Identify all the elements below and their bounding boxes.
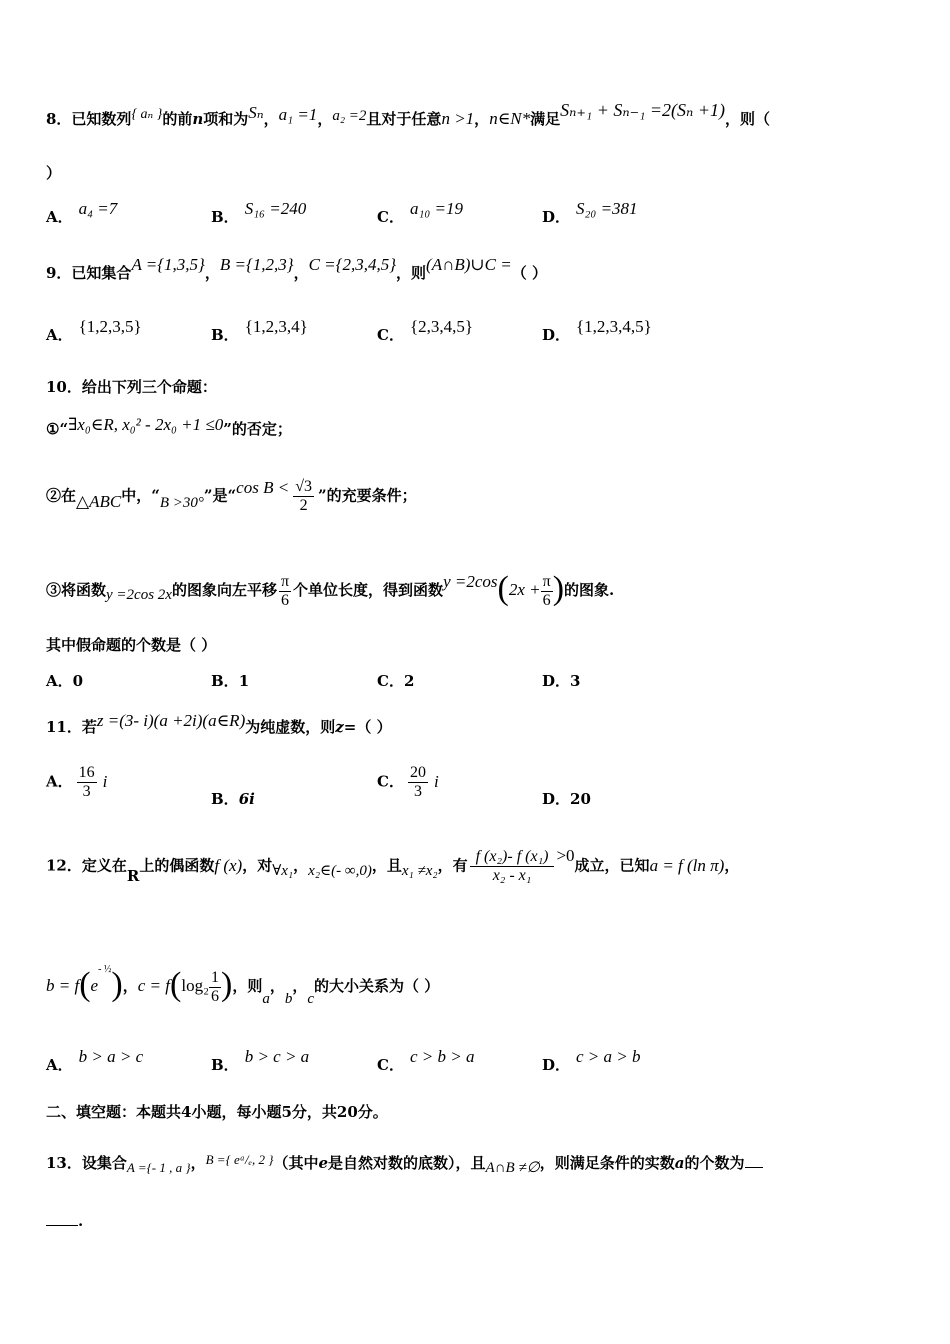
q10-option-c[interactable]: C．2: [377, 672, 415, 690]
math-exists: ∃x₀∈R, x₀² - 2x₀ +1 ≤0: [68, 415, 224, 434]
q9-option-d[interactable]: D． {1,2,3,4,5}: [542, 317, 652, 344]
q10-option-d[interactable]: D．3: [542, 672, 581, 690]
math-c-def: c = f: [137, 976, 171, 995]
fraction-pi-over-6-b: $\frac{\pi}{6}$: [542, 572, 551, 609]
fraction-difference-quotient: $\frac{\text{f (x₂)- f (x₁)}}{\text{x₂ - x₁}}$: [470, 848, 555, 885]
q8-option-d[interactable]: D． S₂₀ =381: [542, 199, 638, 226]
q9-stem: 9．已知集合A ={1,3,5}，B ={1,2,3}，C ={2,3,4,5}，则(A∩B)∪C =（ ）: [46, 255, 547, 282]
math-expression: (A∩B)∪C =: [426, 255, 512, 274]
q11-option-b[interactable]: B．6i: [211, 790, 255, 808]
q9-option-a[interactable]: A． {1,2,3,5}: [46, 317, 142, 344]
q10-question: 其中假命题的个数是（ ）: [46, 636, 217, 654]
math-recurrence: Sₙ₊₁ + Sₙ₋₁ =2(Sₙ +1): [560, 100, 725, 120]
math-set-a: A ={1,3,5}: [131, 255, 205, 274]
q8-close-paren: ）: [46, 164, 62, 182]
q13-stem: 13．设集合A ={- 1 , a }，B ={ eᵃ/ₑ, 2 }（其中e是自然对数的底数），且A∩B ≠∅，则满足条件的实数a的个数为: [46, 1152, 763, 1173]
math-set-c: C ={2,3,4,5}: [308, 255, 397, 274]
math-triangle: △ABC: [76, 491, 122, 511]
q12-option-a[interactable]: A． b > a > c: [46, 1047, 144, 1074]
q12-option-c[interactable]: C． c > b > a: [377, 1047, 475, 1074]
q11-option-a[interactable]: A． $\frac{16}{3}$ i: [46, 764, 108, 800]
math-set-b: B ={ eᵃ/ₑ, 2 }: [205, 1152, 274, 1167]
q8-option-a[interactable]: A． a₄ =7: [46, 199, 118, 226]
q12-stem-2: $b = f(e^{- \frac{1}{2}})$，c = f(log₂ $\frac{1}{6}$ )，则a，b，c的大小关系为（ ）: [46, 964, 440, 1007]
math-a-def: a = f (ln π): [649, 855, 725, 875]
math-n-gt-1: n >1: [441, 109, 475, 128]
q12-option-d[interactable]: D． c > a > b: [542, 1047, 641, 1074]
q10-statement-1: ①“∃x₀∈R, x₀² - 2x₀ +1 ≤0”的否定；: [46, 415, 292, 438]
q11-option-c[interactable]: C． $\frac{20}{3}$ i: [377, 764, 439, 800]
fraction-one-sixth: $\frac{1}{6}$: [211, 968, 219, 1005]
q10-statement-3: ③将函数y =2cos 2x的图象向左平移 $\frac{\pi}{6}$ 个单位长度，得到函数y =2cos(2x + $\frac{\pi}{6}$ )的图象.: [46, 570, 615, 609]
q9-option-c[interactable]: C． {2,3,4,5}: [377, 317, 474, 344]
math-b-def: b = f: [46, 976, 80, 995]
math-function-2: y =2cos: [443, 572, 498, 591]
q12-option-b[interactable]: B． b > c > a: [211, 1047, 310, 1074]
math-function-1: y =2cos 2x: [106, 587, 172, 603]
fraction-pi-over-6: $\frac{\pi}{6}$: [280, 572, 290, 609]
q8-option-b[interactable]: B． S₁₆ =240: [211, 199, 307, 226]
math-x2-interval: x₂∈(- ∞,0): [308, 862, 372, 879]
q8-stem: 8．已知数列{ aₙ }的前n项和为Sₙ，a₁ =1，a₂ =2且对于任意n >1，n∈N*满足Sₙ₊₁ + Sₙ₋₁ =2(Sₙ +1)，则（: [46, 100, 770, 128]
q11-option-d[interactable]: D．20: [542, 790, 591, 808]
math-a2: a₂ =2: [332, 108, 367, 124]
math-an: { aₙ }: [131, 107, 163, 122]
math-z-expression: z =(3- i)(a +2i)(a∈R): [96, 711, 246, 730]
math-a1: a₁ =1: [278, 105, 318, 124]
q10-option-b[interactable]: B．1: [211, 672, 250, 690]
math-cos-b: cos B <: [236, 477, 290, 497]
q8-option-c[interactable]: C． a₁₀ =19: [377, 199, 463, 226]
q12-stem: 12．定义在R上的偶函数f (x)，对∀x₁，x₂∈(- ∞,0)，且x₁ ≠x₂，有 $\frac{\text{f (x₂)- f (x₁)}}{\text{x₂ - x₁}}$ >0成立，已知a = f (ln π)，: [46, 845, 740, 885]
math-set-a: A ={- 1 , a }: [126, 1160, 191, 1175]
q11-stem: 11．若z =(3- i)(a +2i)(a∈R)为纯虚数，则z=（ ）: [46, 711, 392, 736]
math-angle-b: B >30°: [159, 494, 204, 511]
answer-blank[interactable]: [745, 1167, 763, 1168]
math-set-b: B ={1,2,3}: [219, 255, 294, 274]
math-forall-x1: ∀x₁: [272, 862, 294, 879]
q13-blank-continuation: .: [46, 1212, 83, 1230]
math-x1-neq-x2: x₁ ≠x₂: [401, 862, 438, 879]
q10-title: 10．给出下列三个命题：: [46, 378, 217, 396]
math-sn: Sₙ: [248, 103, 264, 122]
fraction-sqrt3-over-2: $\frac{√3}{2}$: [295, 478, 312, 514]
q10-statement-2: ②在△ABC中，“B >30°”是“cos B < $\frac{√3}{2}$ ”的充要条件；: [46, 477, 417, 514]
math-n-in-N: n∈N*: [489, 109, 531, 128]
q10-option-a[interactable]: A．0: [46, 672, 84, 690]
math-intersection-nonempty: A∩B ≠∅: [485, 1160, 540, 1176]
q9-option-b[interactable]: B． {1,2,3,4}: [211, 317, 308, 344]
answer-blank-2[interactable]: [46, 1225, 78, 1226]
section-2-heading: 二、填空题：本题共4小题，每小题5分，共20分。: [46, 1103, 388, 1121]
math-f-x: f (x): [214, 855, 243, 875]
